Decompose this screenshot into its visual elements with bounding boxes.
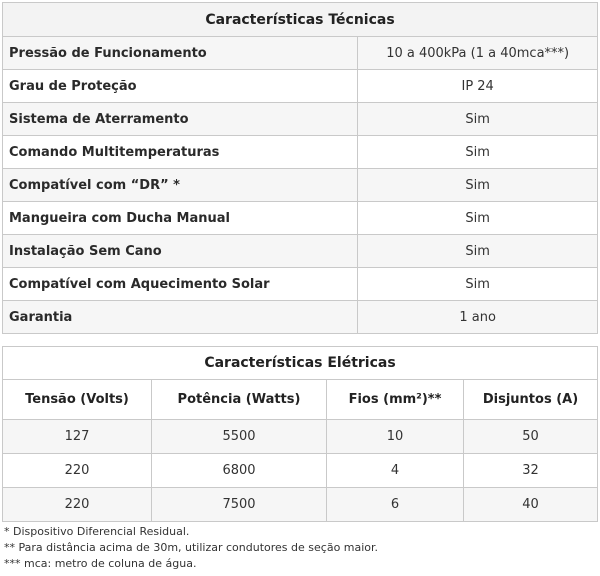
footnotes: [4, 524, 378, 572]
table-row: [3, 488, 598, 522]
spec-label: Compatível com Aquecimento Solar: [3, 268, 358, 301]
spec-value: IP 24: [358, 70, 598, 103]
power-cell: 7500: [152, 488, 327, 522]
table-row: [3, 454, 598, 488]
power-cell: 6800: [152, 454, 327, 488]
electrical-specs-title: Características Elétricas: [3, 347, 598, 380]
spec-value: Sim: [358, 169, 598, 202]
table-row: [3, 268, 598, 301]
breakers-cell: 40: [464, 488, 598, 522]
table-row: [3, 70, 598, 103]
spec-label: Garantia: [3, 301, 358, 334]
table-row: [3, 169, 598, 202]
column-header-power: Potência (Watts): [152, 380, 327, 420]
column-header-breakers: Disjuntos (A): [464, 380, 598, 420]
table-row: [3, 37, 598, 70]
table-row: [3, 136, 598, 169]
power-cell: 5500: [152, 420, 327, 454]
spec-label: Mangueira com Ducha Manual: [3, 202, 358, 235]
footnote: * Dispositivo Diferencial Residual.: [4, 525, 190, 538]
breakers-cell: 50: [464, 420, 598, 454]
spec-label: Sistema de Aterramento: [3, 103, 358, 136]
spec-value: Sim: [358, 202, 598, 235]
wires-cell: 10: [327, 420, 464, 454]
table-row: [3, 301, 598, 334]
spec-label: Pressão de Funcionamento: [3, 37, 358, 70]
breakers-cell: 32: [464, 454, 598, 488]
technical-specs-title: Características Técnicas: [3, 3, 598, 37]
spec-value: Sim: [358, 103, 598, 136]
table-row: [3, 235, 598, 268]
wires-cell: 4: [327, 454, 464, 488]
table-row: [3, 202, 598, 235]
voltage-cell: 127: [3, 420, 152, 454]
table-row: [3, 420, 598, 454]
voltage-cell: 220: [3, 488, 152, 522]
electrical-specs-table: [2, 346, 598, 522]
spec-label: Grau de Proteção: [3, 70, 358, 103]
wires-cell: 6: [327, 488, 464, 522]
spec-value: Sim: [358, 268, 598, 301]
spec-label: Compatível com “DR” *: [3, 169, 358, 202]
column-header-wires: Fios (mm²)**: [327, 380, 464, 420]
spec-value: Sim: [358, 235, 598, 268]
footnote: ** Para distância acima de 30m, utilizar condutores de seção maior.: [4, 541, 379, 554]
column-header-voltage: Tensão (Volts): [3, 380, 152, 420]
table-row: [3, 103, 598, 136]
spec-value: Sim: [358, 136, 598, 169]
technical-specs-table: [2, 2, 598, 334]
footnote: *** mca: metro de coluna de água.: [4, 557, 197, 570]
spec-label: Comando Multitemperaturas: [3, 136, 358, 169]
spec-value: 1 ano: [358, 301, 598, 334]
voltage-cell: 220: [3, 454, 152, 488]
spec-value: 10 a 400kPa (1 a 40mca***): [358, 37, 598, 70]
spec-label: Instalação Sem Cano: [3, 235, 358, 268]
